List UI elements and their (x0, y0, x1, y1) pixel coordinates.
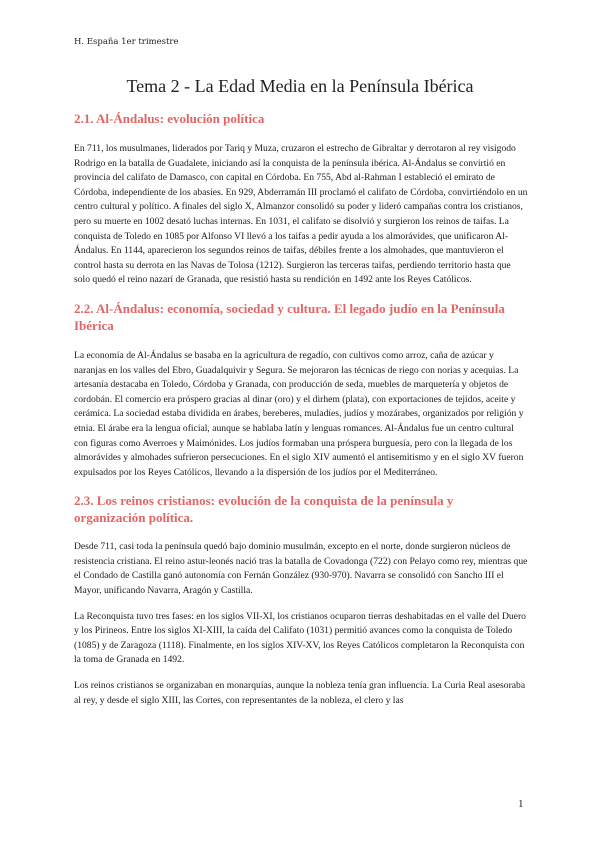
section-paragraph: La economía de Al-Ándalus se basaba en la agricultura de regadío, con cultivos como arroz, caña de azúcar y naranjas en los valles del Ebro, Guadalquivir y Segura. Se mejoraron las técnicas de riego con norias y acequias. La artesanía destacaba en Toledo, Córdoba y Granada, con producción de seda, muebles de marquetería y objetos de cordobán. El comercio era próspero gracias al dinar (oro) y el dirhem (plata), con exportaciones de tejidos, aceite y cerámica. La sociedad estaba dividida en árabes, bereberes, muladíes, judíos y mozárabes, organizados por religión y etnia. El árabe era la lengua oficial, aunque se hablaba latín y lenguas romances. Al-Ándalus fue un centro cultural con figuras como Averroes y Maimónides. Los judíos formaban una próspera burguesía, pero con la llegada de los almorávides y almohades sufrieron persecuciones. En el siglo XIV aumentó el antisemitismo y en el siglo XV fueron expulsados por los Reyes Católicos, llevando a la dispersión de los judíos por el Mediterráneo. (74, 349, 524, 478)
page-number: 1 (518, 798, 524, 810)
section-paragraph: En 711, los musulmanes, liderados por Tariq y Muza, cruzaron el estrecho de Gibraltar y derrotaron al rey visigodo Rodrigo en la batalla de Guadalete, iniciando así la conquista de la península ibérica. Al-Ándalus se convirtió en provincia del califato de Damasco, con capital en Córdoba. En 755, Abd al-Rahman I estableció el emirato de Córdoba, independiente de los abasíes. En 929, Abderramán III proclamó el califato de Córdoba, convirtiéndolo en un centro cultural y político. A finales del siglo X, Almanzor consolidó su poder y lideró campañas contra los cristianos, pero su muerte en 1002 desató luchas internas. En 1031, el califato se disolvió y surgieron los reinos de taifas. La conquista de Toledo en 1085 por Alfonso VI llevó a los taifas a pedir ayuda a los almorávides, que unificaron Al-Ándalus. En 1144, aparecieron los segundos reinos de taifas, débiles frente a los almohades, que mantuvieron el control hasta su derrota en las Navas de Tolosa (1212). Surgieron las terceras taifas, perdiendo territorio hasta que solo quedó el reino nazarí de Granada, que resistió hasta su rendición en 1492 ante los Reyes Católicos. (74, 143, 528, 286)
section-paragraph: Los reinos cristianos se organizaban en monarquías, aunque la nobleza tenía gran influencia. La Curia Real asesoraba al rey, y desde el siglo XIII, las Cortes, con representantes de la nobleza, el clero y las (74, 680, 526, 706)
document-body (74, 104, 528, 708)
page-header: H. España 1er trimestre (74, 37, 179, 47)
document-title: Tema 2 - La Edad Media en la Península Ibérica (126, 76, 474, 96)
section-heading-al-andalus-economia: 2.2. Al-Ándalus: economía, sociedad y cultura. El legado judío en la Península Ibérica (74, 300, 505, 333)
section-heading-al-andalus-politica: 2.1. Al-Ándalus: evolución política (74, 111, 265, 126)
section-paragraph: Desde 711, casi toda la península quedó bajo dominio musulmán, excepto en el norte, donde surgieron núcleos de resistencia cristiana. El reino astur-leonés nació tras la batalla de Covadonga (722) con Pelayo como rey, mientras que el Condado de Castilla ganó autonomía con Fernán González (930-970). Navarra se consolidó con Sancho III el Mayor, unificando Navarra, Aragón y Castilla. (74, 541, 528, 597)
section-heading-reinos-cristianos: 2.3. Los reinos cristianos: evolución de la conquista de la península y organización política. (74, 493, 454, 526)
section-paragraph: La Reconquista tuvo tres fases: en los siglos VII-XI, los cristianos ocuparon tierras deshabitadas en el valle del Duero y los Pirineos. Entre los siglos XI-XIII, la caída del Califato (1031) permitió avances como la conquista de Toledo (1085) y de Zaragoza (1118). Finalmente, en los siglos XIV-XV, los Reyes Católicos completaron la Reconquista con la toma de Granada en 1492. (74, 610, 526, 666)
